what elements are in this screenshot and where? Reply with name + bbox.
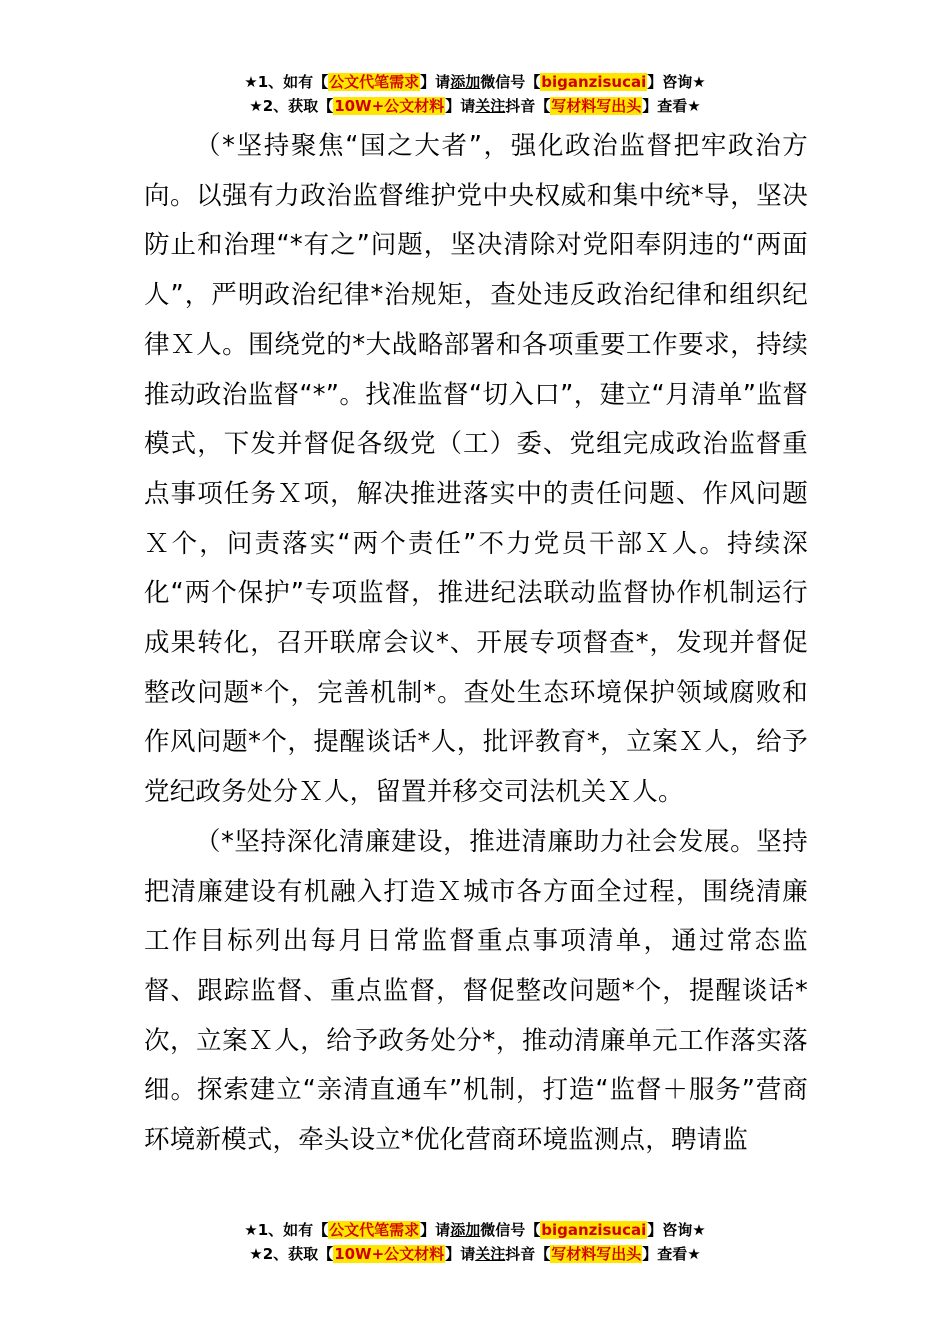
- banner-text: 】查看★: [642, 97, 701, 115]
- banner-text: 】请: [420, 1221, 451, 1239]
- banner-line-1: [0, 70, 950, 94]
- banner-text: ★1、如有【: [244, 73, 329, 91]
- highlight-materials: 10W+公文材料: [334, 97, 445, 115]
- banner-text: 】查看★: [642, 1245, 701, 1263]
- bottom-banner: [0, 1218, 950, 1266]
- banner-text: 】咨询★: [647, 73, 706, 91]
- highlight-materials: 10W+公文材料: [334, 1245, 445, 1263]
- banner-text: 抖音【: [505, 1245, 551, 1263]
- banner-text: ★2、获取【: [249, 1245, 334, 1263]
- banner-underline: 添加: [450, 1221, 481, 1239]
- banner-text: 】咨询★: [647, 1221, 706, 1239]
- banner-text: 】请: [420, 73, 451, 91]
- highlight-douyin: 写材料写出头: [551, 97, 642, 115]
- banner-text: ★1、如有【: [244, 1221, 329, 1239]
- document-body: [144, 122, 808, 1166]
- banner-line-2: [0, 1242, 950, 1266]
- banner-underline: 添加: [450, 73, 481, 91]
- banner-text: 微信号【: [480, 73, 541, 91]
- paragraph: （*坚持聚焦“国之大者”，强化政治监督把牢政治方向。以强有力政治监督维护党中央权威和集中统*导，坚决防止和治理“*有之”问题，坚决清除对党阳奉阴违的“两面人”，严明政治纪律*治规矩，查处违反政治纪律和组织纪律Ｘ人。围绕党的*大战略部署和各项重要工作要求，持续推动政治监督“*”。找准监督“切入口”，建立“月清单”监督模式，下发并督促各级党（工）委、党组完成政治监督重点事项任务Ｘ项，解决推进落实中的责任问题、作风问题Ｘ个，问责落实“两个责任”不力党员干部Ｘ人。持续深化“两个保护”专项监督，推进纪法联动监督协作机制运行成果转化，召开联席会议*、开展专项督查*，发现并督促整改问题*个，完善机制*。查处生态环境保护领域腐败和作风问题*个，提醒谈话*人，批评教育*，立案Ｘ人，给予党纪政务处分Ｘ人，留置并移交司法机关Ｘ人。: [144, 131, 808, 808]
- highlight-douyin: 写材料写出头: [551, 1245, 642, 1263]
- paragraph: （*坚持深化清廉建设，推进清廉助力社会发展。坚持把清廉建设有机融入打造Ｘ城市各方面全过程，围绕清廉工作目标列出每月日常监督重点事项清单，通过常态监督、跟踪监督、重点监督，督促整改问题*个，提醒谈话*次，立案Ｘ人，给予政务处分*，推动清廉单元工作落实落细。探索建立“亲清直通车”机制，打造“监督＋服务”营商环境新模式，牵头设立*优化营商环境监测点，聘请监: [144, 826, 808, 1156]
- banner-text: 抖音【: [505, 97, 551, 115]
- banner-line-2: [0, 94, 950, 118]
- banner-text: 微信号【: [480, 1221, 541, 1239]
- highlight-service: 公文代笔需求: [329, 73, 420, 91]
- highlight-wechat-id: biganzisucai: [541, 73, 647, 91]
- top-banner: [0, 70, 950, 118]
- banner-underline: 关注: [475, 97, 506, 115]
- banner-underline: 关注: [475, 1245, 506, 1263]
- highlight-service: 公文代笔需求: [329, 1221, 420, 1239]
- highlight-wechat-id: biganzisucai: [541, 1221, 647, 1239]
- banner-text: 】请: [445, 97, 476, 115]
- banner-line-1: [0, 1218, 950, 1242]
- banner-text: ★2、获取【: [249, 97, 334, 115]
- banner-text: 】请: [445, 1245, 476, 1263]
